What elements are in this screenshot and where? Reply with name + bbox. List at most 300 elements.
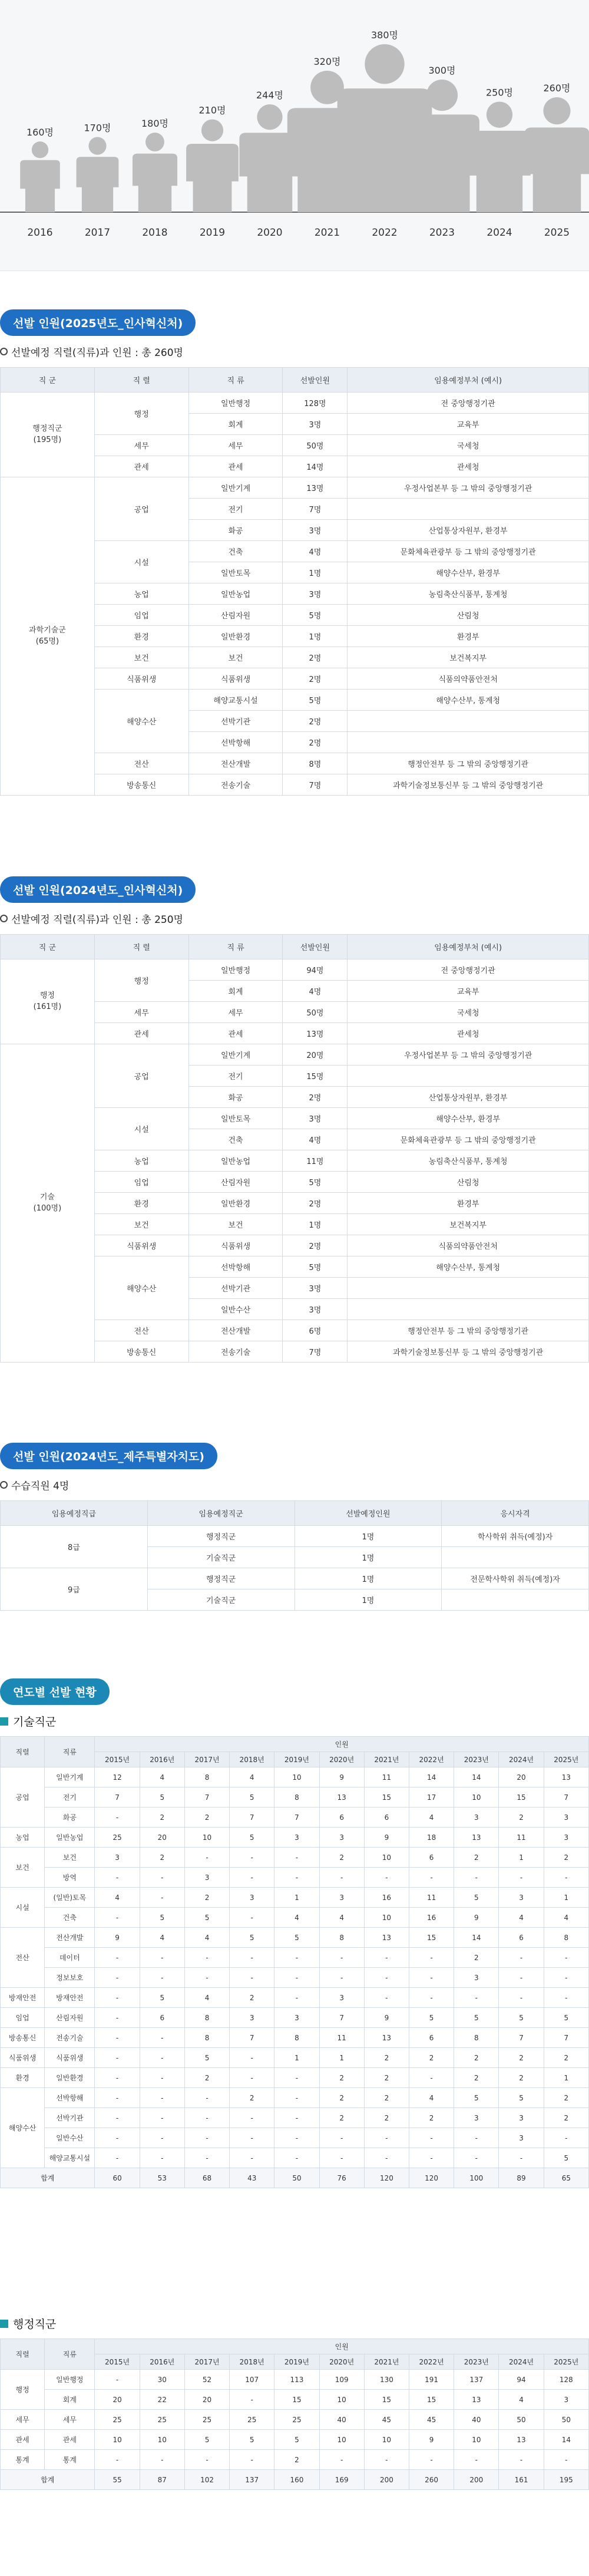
table-cell: -: [499, 2450, 544, 2470]
table-cell: 3명: [283, 1299, 348, 1320]
table-header-cell: 임용예정직군: [147, 1501, 294, 1526]
table-cell: 8: [319, 1928, 364, 1948]
table-cell: -: [230, 1948, 274, 1968]
table-cell: 식품위생: [1, 2048, 45, 2068]
table-cell: 20: [140, 1828, 184, 1848]
table-cell: -: [409, 1868, 454, 1888]
table-cell: 2명: [283, 647, 348, 668]
square-bullet-icon: [0, 2320, 8, 2328]
table-cell: 선박항해: [45, 2088, 95, 2108]
chart-x-tick-label: 2023: [429, 227, 455, 239]
table-cell: 13명: [283, 477, 348, 499]
table-cell: 2: [230, 2088, 274, 2108]
table-cell: [442, 1589, 589, 1611]
table-cell: -: [95, 2068, 140, 2088]
table-cell: -: [95, 2108, 140, 2128]
table-cell: 7명: [283, 499, 348, 520]
table-cell: 3: [454, 1808, 499, 1828]
table-cell: -: [230, 2390, 274, 2410]
table-cell: -: [230, 1848, 274, 1868]
figure-head: [487, 102, 512, 128]
chart-x-tick-label: 2025: [544, 227, 570, 239]
table-cell: -: [499, 1968, 544, 1988]
table-cell: 임업: [94, 1172, 188, 1193]
table-total-cell: 53: [140, 2168, 184, 2188]
table-cell: 4: [140, 1928, 184, 1948]
figure-head: [543, 97, 570, 124]
chart-bar-figure: [133, 133, 177, 212]
table-cell: (일반)토목: [45, 1888, 95, 1908]
table-cell: 환경부: [348, 1193, 589, 1214]
table-cell: 7: [319, 2008, 364, 2028]
table-cell: -: [95, 1968, 140, 1988]
table-header-cell: 직 류: [188, 935, 283, 959]
table-cell: 일반환경: [188, 1193, 283, 1214]
table-cell: 3: [319, 1988, 364, 2008]
table-cell: -: [230, 1868, 274, 1888]
table-cell: 5: [274, 2430, 319, 2450]
table-cell: 25: [95, 1828, 140, 1848]
table-cell: 7: [544, 2028, 588, 2048]
table-cell: -: [274, 1868, 319, 1888]
table-cell: 교육부: [348, 414, 589, 435]
table-row: [1, 1968, 589, 1988]
table-cell: 2명: [283, 711, 348, 732]
table-cell: 농림축산식품부, 통계청: [348, 1150, 589, 1172]
table-cell: 방재안전: [45, 1988, 95, 2008]
table-cell: 임업: [94, 605, 188, 626]
table-row: [1, 1888, 589, 1908]
figure-head: [88, 137, 106, 155]
table-cell: 2: [184, 1808, 229, 1828]
table-cell: -: [454, 2128, 499, 2148]
table-cell: 산업통상자원부, 환경부: [348, 520, 589, 541]
table-cell: 137: [454, 2370, 499, 2390]
table-cell: -: [409, 2068, 454, 2088]
table-cell: 시설: [94, 1108, 188, 1150]
table-cell: 세무: [94, 435, 188, 456]
table-cell: -: [95, 1948, 140, 1968]
table-cell: 13: [454, 1828, 499, 1848]
caption-text: 선발예정 직렬(직류)과 인원 : 총 250명: [11, 914, 183, 926]
table-cell: 공업: [94, 1044, 188, 1108]
table-cell: 2: [364, 2048, 409, 2068]
table-cell: 5: [230, 1787, 274, 1808]
table-cell: -: [274, 1848, 319, 1868]
table-row: [1, 1044, 589, 1066]
table-cell: 2: [319, 2088, 364, 2108]
table-total-cell: 200: [364, 2470, 409, 2490]
chart-data-label: 300명: [428, 65, 456, 76]
table-cell: -: [409, 1948, 454, 1968]
table-cell: 6: [409, 2028, 454, 2048]
table-cell: -: [184, 2108, 229, 2128]
figure-head: [32, 141, 48, 158]
table-cell: 107: [230, 2370, 274, 2390]
table-cell: 5: [184, 2048, 229, 2068]
table-cell: 교육부: [348, 981, 589, 1002]
table-cell: 7: [230, 1808, 274, 1828]
table-cell: 1: [319, 2048, 364, 2068]
table-cell: 8: [454, 2028, 499, 2048]
table-cell: 환경: [94, 1193, 188, 1214]
table-row: [1, 2068, 589, 2088]
table-header-cell: 직 군: [1, 368, 95, 392]
table-cell: 2: [454, 2068, 499, 2088]
table-cell: 관세: [94, 456, 188, 477]
subhead-text: 기술직군: [13, 1716, 57, 1729]
table-cell: 11: [364, 1767, 409, 1787]
table-cell: 2명: [283, 732, 348, 753]
table-cell: 2: [544, 2048, 588, 2068]
table-cell: 행정 (161명): [1, 959, 95, 1044]
figure-head: [365, 44, 404, 84]
table-cell: 6: [364, 1808, 409, 1828]
table-cell: -: [184, 1968, 229, 1988]
table-2025: [0, 367, 589, 796]
table-cell: 식품위생: [94, 1235, 188, 1256]
table-cell: 화공: [188, 520, 283, 541]
table-cell: [348, 732, 589, 753]
table-cell: -: [140, 1968, 184, 1988]
table-header-year: 2021년: [364, 1752, 409, 1767]
table-row: [1, 1928, 589, 1948]
table-cell: 191: [409, 2370, 454, 2390]
table-cell: 4: [230, 1767, 274, 1787]
chart-bar-figure: [77, 137, 119, 213]
table-total-cell: 137: [230, 2470, 274, 2490]
table-cell: -: [499, 1988, 544, 2008]
table-cell: 학사학위 취득(예정)자: [442, 1526, 589, 1547]
table-header-cell: 인원: [95, 1737, 589, 1752]
table-header-cell: 선발인원: [283, 935, 348, 959]
chart-data-label: 320명: [313, 56, 341, 67]
table-header-cell: 직 렬: [94, 935, 188, 959]
table-cell: 방역: [45, 1868, 95, 1888]
table-total-label: 합계: [1, 2470, 95, 2490]
table-cell: 18: [409, 1828, 454, 1848]
table-header-year: 2024년: [499, 2354, 544, 2370]
table-cell: 45: [409, 2410, 454, 2430]
table-cell: 일반토목: [188, 1108, 283, 1129]
table-cell: 임업: [1, 2008, 45, 2028]
subhead-tech: [0, 1713, 589, 1729]
subhead-admin: [0, 2316, 589, 2331]
table-cell: 관세청: [348, 456, 589, 477]
table-row: [1, 1848, 589, 1868]
table-cell: 과학기술군 (65명): [1, 477, 95, 796]
table-cell: 해양교통시설: [45, 2148, 95, 2168]
section-jeju: [0, 1443, 589, 1611]
table-header-year: 2016년: [140, 2354, 184, 2370]
table-total-cell: 89: [499, 2168, 544, 2188]
table-cell: 1명: [294, 1589, 442, 1611]
table-cell: 농업: [1, 1828, 45, 1848]
table-cell: 10: [140, 2430, 184, 2450]
table-cell: -: [95, 2088, 140, 2108]
table-cell: 5: [499, 2008, 544, 2028]
caption-2025: [0, 344, 589, 359]
table-cell: 25: [95, 2410, 140, 2430]
table-cell: -: [140, 2048, 184, 2068]
table-cell: -: [95, 1868, 140, 1888]
table-cell: -: [95, 2008, 140, 2028]
table-cell: [348, 1299, 589, 1320]
table-total-cell: 200: [454, 2470, 499, 2490]
table-cell: 3: [319, 1888, 364, 1908]
table-cell: 9: [364, 2008, 409, 2028]
table-row: [1, 2128, 589, 2148]
table-cell: [348, 711, 589, 732]
table-cell: -: [319, 2148, 364, 2168]
table-total-cell: 60: [95, 2168, 140, 2188]
table-cell: -: [364, 2148, 409, 2168]
table-cell: 전송기술: [188, 774, 283, 796]
table-cell: -: [274, 1948, 319, 1968]
table-cell: 1: [274, 2048, 319, 2068]
table-cell: 산업통상자원부, 환경부: [348, 1087, 589, 1108]
table-cell: 세무: [94, 1002, 188, 1023]
table-cell: 13: [499, 2430, 544, 2450]
table-cell: 일반농업: [188, 1150, 283, 1172]
table-cell: -: [274, 1988, 319, 2008]
section-2024: [0, 876, 589, 1363]
table-cell: 일반행정: [188, 959, 283, 981]
table-cell: 회계: [188, 981, 283, 1002]
table-cell: 관세: [45, 2430, 95, 2450]
table-cell: 3: [319, 1828, 364, 1848]
table-row: [1, 2430, 589, 2450]
table-cell: 20명: [283, 1044, 348, 1066]
table-cell: 4: [319, 1908, 364, 1928]
table-cell: 문화체육관광부 등 그 밖의 중앙행정기관: [348, 541, 589, 562]
table-cell: 13: [364, 2028, 409, 2048]
table-cell: 3: [184, 1868, 229, 1888]
table-cell: 8: [274, 1787, 319, 1808]
table-cell: 10: [364, 2430, 409, 2450]
table-row: [1, 2028, 589, 2048]
table-cell: 6명: [283, 1320, 348, 1341]
table-header-year: 2018년: [230, 2354, 274, 2370]
circle-bullet-icon: [0, 1481, 8, 1489]
table-cell: 4: [409, 1808, 454, 1828]
chart-data-label: 170명: [84, 122, 111, 134]
table-cell: 4명: [283, 981, 348, 1002]
table-cell: 10: [95, 2430, 140, 2450]
table-cell: 일반기계: [188, 477, 283, 499]
table-cell: -: [544, 1868, 588, 1888]
table-total-cell: 55: [95, 2470, 140, 2490]
table-cell: 15명: [283, 1066, 348, 1087]
table-cell: -: [140, 2088, 184, 2108]
table-cell: -: [184, 2088, 229, 2108]
caption-text: 선발예정 직렬(직류)과 인원 : 총 260명: [11, 347, 183, 359]
table-total-row: [1, 2470, 589, 2490]
table-cell: 130: [364, 2370, 409, 2390]
table-total-cell: 195: [544, 2470, 588, 2490]
table-cell: 농업: [94, 583, 188, 605]
table-cell: 3: [230, 1888, 274, 1908]
table-row: [1, 2048, 589, 2068]
table-cell: 7: [230, 2028, 274, 2048]
table-cell: -: [544, 2128, 588, 2148]
table-header-year: 2023년: [454, 1752, 499, 1767]
table-cell: 5: [230, 1828, 274, 1848]
table-cell: 1명: [294, 1568, 442, 1589]
table-row: [1, 1808, 589, 1828]
chart-data-label: 244명: [256, 90, 283, 101]
table-cell: -: [364, 2128, 409, 2148]
table-total-cell: 68: [184, 2168, 229, 2188]
table-cell: 45: [364, 2410, 409, 2430]
table-cell: 10: [454, 2430, 499, 2450]
table-cell: -: [230, 2450, 274, 2470]
table-cell: -: [140, 2108, 184, 2128]
table-cell: 일반토목: [188, 562, 283, 583]
table-row: [1, 1568, 589, 1589]
table-cell: 13: [454, 2390, 499, 2410]
table-cell: 4: [140, 1767, 184, 1787]
table-cell: 통계: [45, 2450, 95, 2470]
table-total-cell: 120: [364, 2168, 409, 2188]
table-cell: 시설: [94, 541, 188, 583]
table-header-year: 2021년: [364, 2354, 409, 2370]
table-cell: -: [140, 2028, 184, 2048]
chart-x-tick-label: 2018: [142, 227, 168, 239]
table-cell: -: [184, 2450, 229, 2470]
table-cell: 일반환경: [188, 626, 283, 647]
table-cell: 3: [544, 1808, 588, 1828]
table-cell: 15: [409, 2390, 454, 2410]
section-2025: [0, 309, 589, 796]
table-cell: [348, 1066, 589, 1087]
table-cell: 일반농업: [45, 1828, 95, 1848]
table-cell: -: [274, 2108, 319, 2128]
table-cell: 109: [319, 2370, 364, 2390]
chart-data-label: 250명: [486, 87, 513, 98]
table-cell: 산림청: [348, 1172, 589, 1193]
table-cell: 보건: [188, 1214, 283, 1235]
chart-x-tick-label: 2016: [27, 227, 53, 239]
table-cell: 환경: [1, 2068, 45, 2088]
table-cell: -: [499, 1948, 544, 1968]
table-total-cell: 65: [544, 2168, 588, 2188]
figure-body: [468, 131, 531, 212]
chart-data-label: 260명: [543, 83, 571, 94]
table-cell: 보건: [45, 1848, 95, 1868]
table-cell: 8: [184, 1767, 229, 1787]
table-cell: 3: [454, 1968, 499, 1988]
table-cell: -: [409, 2128, 454, 2148]
table-cell: 방송통신: [1, 2028, 45, 2048]
table-cell: 25: [230, 2410, 274, 2430]
table-cell: 건축: [188, 1129, 283, 1150]
table-cell: 9급: [1, 1568, 148, 1611]
table-header-cell: 직렬: [1, 1737, 45, 1767]
table-cell: 일반농업: [188, 583, 283, 605]
table-cell: 5: [230, 2430, 274, 2450]
table-cell: 공업: [94, 477, 188, 541]
table-row: [1, 2108, 589, 2128]
table-cell: -: [230, 1968, 274, 1988]
table-cell: 1: [544, 2068, 588, 2088]
table-header-year: 2017년: [184, 1752, 229, 1767]
table-header-year: 2018년: [230, 1752, 274, 1767]
table-row: [1, 1767, 589, 1787]
table-cell: 2: [364, 2068, 409, 2088]
table-cell: -: [230, 1908, 274, 1928]
table-cell: 5명: [283, 605, 348, 626]
table-header-year: 2015년: [95, 1752, 140, 1767]
table-cell: -: [544, 2450, 588, 2470]
table-cell: 전산개발: [188, 753, 283, 774]
table-cell: -: [274, 2068, 319, 2088]
table-cell: 행정: [1, 2370, 45, 2410]
table-cell: 과학기술정보통신부 등 그 밖의 중앙행정기관: [348, 1341, 589, 1363]
table-cell: 산림자원: [188, 1172, 283, 1193]
table-cell: 환경: [94, 626, 188, 647]
table-cell: -: [140, 1868, 184, 1888]
table-row: [1, 959, 589, 981]
table-cell: 보건복지부: [348, 647, 589, 668]
table-cell: 5: [544, 2148, 588, 2168]
table-header-cell: 선발인원: [283, 368, 348, 392]
table-cell: 13: [544, 1767, 588, 1787]
table-cell: 5: [499, 2088, 544, 2108]
table-cell: 3: [544, 2390, 588, 2410]
table-cell: 12: [95, 1767, 140, 1787]
table-cell: 2: [409, 2108, 454, 2128]
table-cell: 해양수산부, 환경부: [348, 1108, 589, 1129]
table-cell: -: [274, 2088, 319, 2108]
table-cell: -: [454, 1988, 499, 2008]
table-cell: 1명: [283, 626, 348, 647]
table-row: [1, 1908, 589, 1928]
table-cell: -: [184, 2128, 229, 2148]
chart-x-tick-label: 2020: [257, 227, 283, 239]
table-cell: 7: [184, 1787, 229, 1808]
table-cell: 국세청: [348, 1002, 589, 1023]
table-cell: 14: [454, 1767, 499, 1787]
table-cell: 기술 (100명): [1, 1044, 95, 1363]
table-cell: 25: [184, 2410, 229, 2430]
figure-head: [201, 120, 223, 141]
table-cell: 해양수산: [94, 690, 188, 753]
table-cell: 세무: [188, 435, 283, 456]
table-cell: 농림축산식품부, 통계청: [348, 583, 589, 605]
table-cell: 전기: [188, 1066, 283, 1087]
table-cell: 전산개발: [188, 1320, 283, 1341]
table-cell: 17: [409, 1787, 454, 1808]
table-cell: 전 중앙행정기관: [348, 392, 589, 414]
table-cell: 해양수산부, 환경부: [348, 562, 589, 583]
table-cell: 4: [544, 1908, 588, 1928]
table-header-year: 2023년: [454, 2354, 499, 2370]
table-cell: 3: [274, 1828, 319, 1848]
table-cell: 건축: [45, 1908, 95, 1928]
table-total-cell: 43: [230, 2168, 274, 2188]
table-cell: 세무: [188, 1002, 283, 1023]
table-cell: -: [544, 1968, 588, 1988]
table-cell: 5명: [283, 690, 348, 711]
section-yearly: [0, 1678, 589, 2188]
table-cell: 일반행정: [45, 2370, 95, 2390]
table-total-label: 합계: [1, 2168, 95, 2188]
table-cell: -: [230, 2048, 274, 2068]
table-cell: 2: [454, 1848, 499, 1868]
table-cell: 식품의약품안전처: [348, 668, 589, 690]
table-cell: 일반행정: [188, 392, 283, 414]
